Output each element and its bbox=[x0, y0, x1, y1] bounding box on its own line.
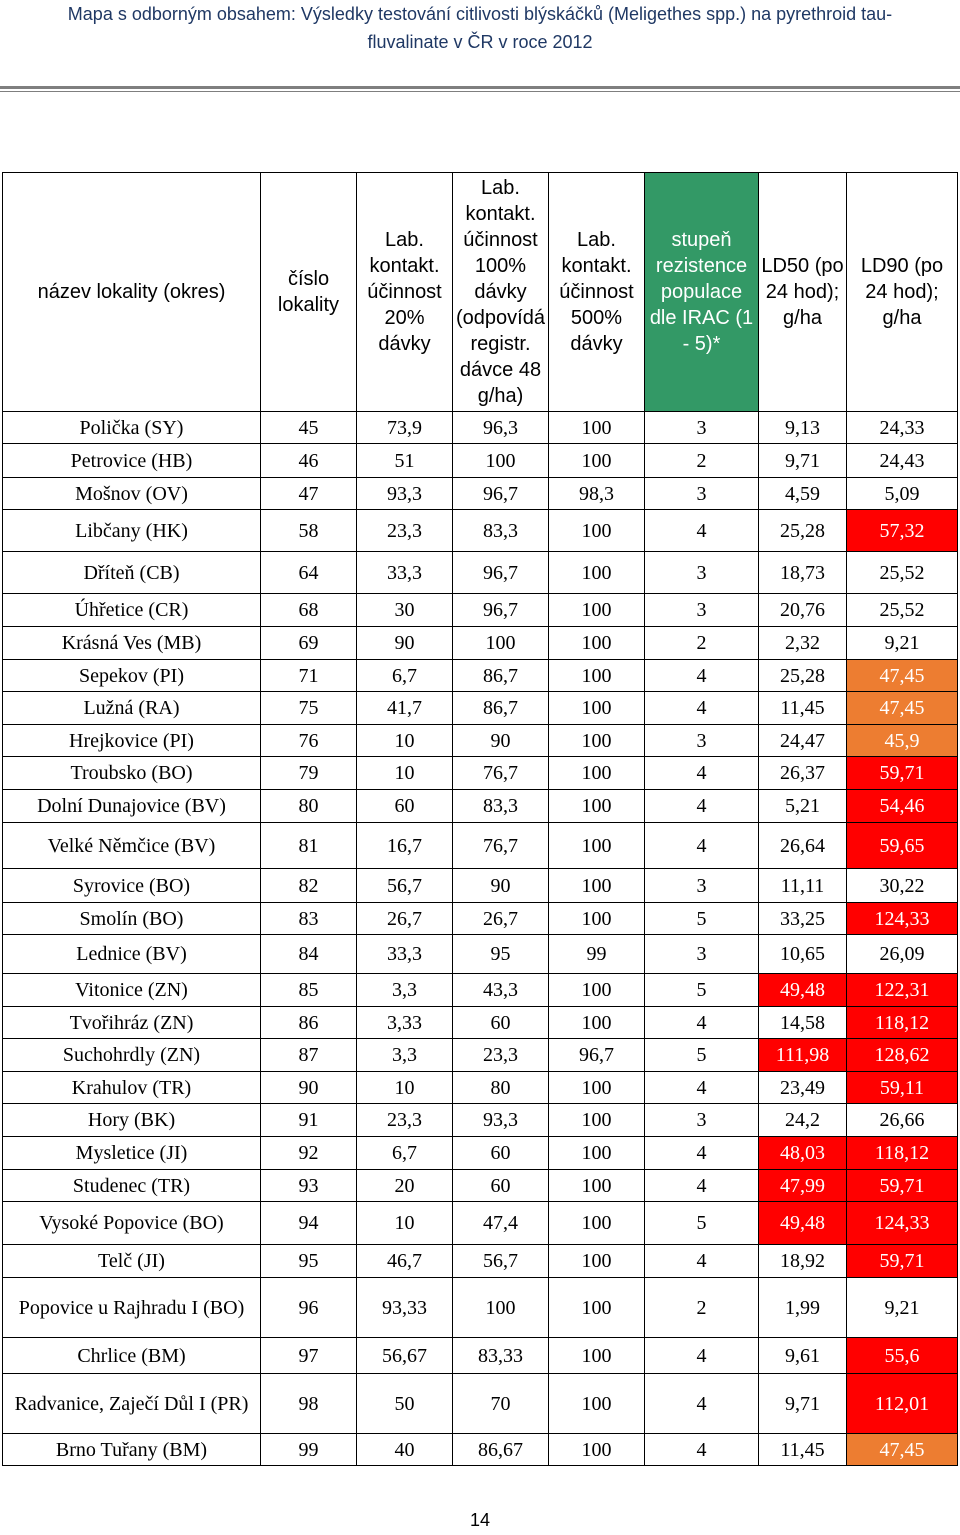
cell-name: Radvanice, Zaječí Důl I (PR) bbox=[3, 1374, 261, 1434]
cell-ld50: 48,03 bbox=[759, 1137, 847, 1170]
cell-efficacy-20: 41,7 bbox=[357, 692, 453, 725]
table-row bbox=[3, 790, 958, 823]
cell-efficacy-100: 83,3 bbox=[453, 510, 549, 552]
cell-efficacy-100: 23,3 bbox=[453, 1039, 549, 1072]
cell-number: 86 bbox=[261, 1007, 357, 1039]
cell-ld90: 118,12 bbox=[847, 1007, 958, 1039]
cell-efficacy-100: 100 bbox=[453, 627, 549, 660]
cell-irac: 4 bbox=[645, 1338, 759, 1374]
cell-number: 93 bbox=[261, 1170, 357, 1202]
cell-name: Syrovice (BO) bbox=[3, 869, 261, 903]
cell-number: 58 bbox=[261, 510, 357, 552]
cell-efficacy-500: 100 bbox=[549, 1007, 645, 1039]
cell-ld90: 26,09 bbox=[847, 935, 958, 974]
cell-irac: 3 bbox=[645, 869, 759, 903]
cell-ld90: 5,09 bbox=[847, 478, 958, 510]
cell-name: Hrejkovice (PI) bbox=[3, 725, 261, 757]
cell-name: Lužná (RA) bbox=[3, 692, 261, 725]
table-row bbox=[3, 1278, 958, 1338]
cell-ld90: 59,11 bbox=[847, 1072, 958, 1104]
page-number: 14 bbox=[469, 1510, 491, 1530]
cell-efficacy-20: 10 bbox=[357, 1072, 453, 1104]
cell-efficacy-20: 60 bbox=[357, 790, 453, 823]
cell-ld50: 11,11 bbox=[759, 869, 847, 903]
cell-number: 81 bbox=[261, 823, 357, 869]
cell-name: Petrovice (HB) bbox=[3, 444, 261, 478]
cell-efficacy-500: 100 bbox=[549, 725, 645, 757]
cell-efficacy-100: 76,7 bbox=[453, 757, 549, 790]
cell-irac: 3 bbox=[645, 412, 759, 444]
cell-number: 95 bbox=[261, 1245, 357, 1278]
cell-efficacy-20: 33,3 bbox=[357, 552, 453, 594]
cell-number: 76 bbox=[261, 725, 357, 757]
table-row bbox=[3, 444, 958, 478]
cell-name: Mošnov (OV) bbox=[3, 478, 261, 510]
cell-name: Lednice (BV) bbox=[3, 935, 261, 974]
cell-name: Tvořihráz (ZN) bbox=[3, 1007, 261, 1039]
cell-name: Krásná Ves (MB) bbox=[3, 627, 261, 660]
cell-ld90: 122,31 bbox=[847, 974, 958, 1007]
cell-irac: 4 bbox=[645, 1137, 759, 1170]
cell-ld50: 26,64 bbox=[759, 823, 847, 869]
cell-efficacy-500: 100 bbox=[549, 1245, 645, 1278]
cell-irac: 4 bbox=[645, 692, 759, 725]
table-row bbox=[3, 974, 958, 1007]
cell-ld50: 9,61 bbox=[759, 1338, 847, 1374]
cell-number: 75 bbox=[261, 692, 357, 725]
table-row bbox=[3, 1374, 958, 1434]
cell-efficacy-500: 100 bbox=[549, 627, 645, 660]
cell-efficacy-20: 20 bbox=[357, 1170, 453, 1202]
cell-efficacy-20: 6,7 bbox=[357, 660, 453, 692]
cell-efficacy-20: 93,33 bbox=[357, 1278, 453, 1338]
cell-ld90: 47,45 bbox=[847, 660, 958, 692]
cell-name: Telč (JI) bbox=[3, 1245, 261, 1278]
cell-ld50: 25,28 bbox=[759, 510, 847, 552]
table-row bbox=[3, 478, 958, 510]
cell-ld50: 20,76 bbox=[759, 594, 847, 627]
cell-ld50: 47,99 bbox=[759, 1170, 847, 1202]
cell-efficacy-500: 100 bbox=[549, 660, 645, 692]
cell-efficacy-500: 100 bbox=[549, 823, 645, 869]
cell-efficacy-500: 100 bbox=[549, 869, 645, 903]
cell-ld50: 24,2 bbox=[759, 1104, 847, 1137]
table-row bbox=[3, 660, 958, 692]
cell-efficacy-500: 100 bbox=[549, 594, 645, 627]
cell-ld90: 124,33 bbox=[847, 903, 958, 935]
col-header-ld50: LD50 (po 24 hod); g/ha bbox=[759, 173, 847, 412]
cell-number: 80 bbox=[261, 790, 357, 823]
cell-irac: 2 bbox=[645, 444, 759, 478]
cell-efficacy-500: 100 bbox=[549, 692, 645, 725]
cell-ld90: 54,46 bbox=[847, 790, 958, 823]
cell-efficacy-100: 26,7 bbox=[453, 903, 549, 935]
cell-ld90: 55,6 bbox=[847, 1338, 958, 1374]
cell-name: Vitonice (ZN) bbox=[3, 974, 261, 1007]
table-row bbox=[3, 510, 958, 552]
cell-efficacy-100: 43,3 bbox=[453, 974, 549, 1007]
cell-ld90: 26,66 bbox=[847, 1104, 958, 1137]
cell-efficacy-100: 93,3 bbox=[453, 1104, 549, 1137]
cell-efficacy-20: 3,3 bbox=[357, 974, 453, 1007]
cell-efficacy-20: 23,3 bbox=[357, 510, 453, 552]
table-body bbox=[3, 412, 958, 1466]
cell-efficacy-20: 56,7 bbox=[357, 869, 453, 903]
cell-efficacy-500: 100 bbox=[549, 1202, 645, 1245]
cell-efficacy-100: 86,67 bbox=[453, 1434, 549, 1466]
cell-ld50: 18,92 bbox=[759, 1245, 847, 1278]
page-header bbox=[0, 0, 960, 68]
cell-name: Smolín (BO) bbox=[3, 903, 261, 935]
cell-ld50: 49,48 bbox=[759, 1202, 847, 1245]
cell-name: Studenec (TR) bbox=[3, 1170, 261, 1202]
cell-ld50: 9,71 bbox=[759, 1374, 847, 1434]
col-header-ld90: LD90 (po 24 hod); g/ha bbox=[847, 173, 958, 412]
cell-efficacy-500: 100 bbox=[549, 1170, 645, 1202]
table-row bbox=[3, 1170, 958, 1202]
cell-irac: 4 bbox=[645, 1007, 759, 1039]
cell-name: Dolní Dunajovice (BV) bbox=[3, 790, 261, 823]
cell-name: Krahulov (TR) bbox=[3, 1072, 261, 1104]
cell-number: 96 bbox=[261, 1278, 357, 1338]
cell-ld90: 47,45 bbox=[847, 1434, 958, 1466]
cell-number: 99 bbox=[261, 1434, 357, 1466]
cell-irac: 4 bbox=[645, 790, 759, 823]
cell-efficacy-20: 51 bbox=[357, 444, 453, 478]
cell-irac: 5 bbox=[645, 974, 759, 1007]
cell-ld50: 23,49 bbox=[759, 1072, 847, 1104]
cell-number: 92 bbox=[261, 1137, 357, 1170]
header-line-1: Mapa s odborným obsahem: Výsledky testování citlivosti blýskáčků (Meligethes spp.) na pyrethroid tau- bbox=[67, 4, 893, 24]
cell-efficacy-20: 90 bbox=[357, 627, 453, 660]
cell-ld50: 25,28 bbox=[759, 660, 847, 692]
cell-name: Troubsko (BO) bbox=[3, 757, 261, 790]
cell-ld90: 124,33 bbox=[847, 1202, 958, 1245]
cell-efficacy-20: 46,7 bbox=[357, 1245, 453, 1278]
table-row bbox=[3, 594, 958, 627]
cell-name: Brno Tuřany (BM) bbox=[3, 1434, 261, 1466]
col-header-name: název lokality (okres) bbox=[3, 173, 261, 412]
cell-number: 82 bbox=[261, 869, 357, 903]
cell-efficacy-20: 33,3 bbox=[357, 935, 453, 974]
cell-ld50: 33,25 bbox=[759, 903, 847, 935]
cell-ld90: 24,43 bbox=[847, 444, 958, 478]
cell-number: 64 bbox=[261, 552, 357, 594]
table-row bbox=[3, 1007, 958, 1039]
cell-irac: 3 bbox=[645, 1104, 759, 1137]
cell-efficacy-500: 100 bbox=[549, 1374, 645, 1434]
cell-efficacy-20: 56,67 bbox=[357, 1338, 453, 1374]
cell-ld90: 128,62 bbox=[847, 1039, 958, 1072]
cell-ld90: 59,71 bbox=[847, 1245, 958, 1278]
cell-efficacy-100: 86,7 bbox=[453, 692, 549, 725]
cell-ld90: 118,12 bbox=[847, 1137, 958, 1170]
cell-efficacy-100: 90 bbox=[453, 725, 549, 757]
cell-number: 97 bbox=[261, 1338, 357, 1374]
cell-efficacy-500: 99 bbox=[549, 935, 645, 974]
cell-irac: 3 bbox=[645, 594, 759, 627]
col-header-100: Lab. kontakt. účinnost 100% dávky (odpovídá registr. dávce 48 g/ha) bbox=[453, 173, 549, 412]
table-row bbox=[3, 757, 958, 790]
cell-ld90: 59,71 bbox=[847, 1170, 958, 1202]
col-header-500: Lab. kontakt. účinnost 500% dávky bbox=[549, 173, 645, 412]
cell-efficacy-500: 100 bbox=[549, 412, 645, 444]
header-rule-thin bbox=[0, 91, 960, 92]
cell-efficacy-100: 76,7 bbox=[453, 823, 549, 869]
cell-ld90: 57,32 bbox=[847, 510, 958, 552]
cell-irac: 3 bbox=[645, 478, 759, 510]
cell-ld50: 18,73 bbox=[759, 552, 847, 594]
cell-ld90: 24,33 bbox=[847, 412, 958, 444]
cell-efficacy-100: 96,7 bbox=[453, 478, 549, 510]
cell-efficacy-100: 100 bbox=[453, 1278, 549, 1338]
cell-efficacy-500: 100 bbox=[549, 1104, 645, 1137]
cell-ld50: 5,21 bbox=[759, 790, 847, 823]
cell-efficacy-100: 96,3 bbox=[453, 412, 549, 444]
cell-ld50: 9,13 bbox=[759, 412, 847, 444]
cell-irac: 4 bbox=[645, 1434, 759, 1466]
cell-ld50: 49,48 bbox=[759, 974, 847, 1007]
cell-efficacy-100: 60 bbox=[453, 1170, 549, 1202]
cell-ld90: 47,45 bbox=[847, 692, 958, 725]
cell-ld50: 111,98 bbox=[759, 1039, 847, 1072]
cell-efficacy-20: 10 bbox=[357, 1202, 453, 1245]
cell-number: 71 bbox=[261, 660, 357, 692]
cell-ld50: 14,58 bbox=[759, 1007, 847, 1039]
cell-name: Úhřetice (CR) bbox=[3, 594, 261, 627]
table-row bbox=[3, 692, 958, 725]
cell-number: 83 bbox=[261, 903, 357, 935]
cell-irac: 5 bbox=[645, 1202, 759, 1245]
cell-number: 91 bbox=[261, 1104, 357, 1137]
cell-irac: 3 bbox=[645, 935, 759, 974]
cell-number: 68 bbox=[261, 594, 357, 627]
cell-name: Popovice u Rajhradu I (BO) bbox=[3, 1278, 261, 1338]
cell-efficacy-500: 100 bbox=[549, 1137, 645, 1170]
cell-efficacy-100: 47,4 bbox=[453, 1202, 549, 1245]
header-rule bbox=[0, 86, 960, 89]
cell-ld90: 59,65 bbox=[847, 823, 958, 869]
cell-ld90: 112,01 bbox=[847, 1374, 958, 1434]
cell-irac: 4 bbox=[645, 510, 759, 552]
cell-efficacy-100: 86,7 bbox=[453, 660, 549, 692]
cell-efficacy-20: 3,33 bbox=[357, 1007, 453, 1039]
cell-number: 94 bbox=[261, 1202, 357, 1245]
cell-irac: 3 bbox=[645, 552, 759, 594]
cell-efficacy-20: 23,3 bbox=[357, 1104, 453, 1137]
cell-efficacy-500: 100 bbox=[549, 1434, 645, 1466]
cell-efficacy-20: 50 bbox=[357, 1374, 453, 1434]
cell-number: 45 bbox=[261, 412, 357, 444]
cell-name: Suchohrdly (ZN) bbox=[3, 1039, 261, 1072]
cell-efficacy-20: 26,7 bbox=[357, 903, 453, 935]
table-header-row bbox=[3, 173, 958, 412]
table-row bbox=[3, 1338, 958, 1374]
cell-efficacy-100: 96,7 bbox=[453, 594, 549, 627]
cell-name: Hory (BK) bbox=[3, 1104, 261, 1137]
cell-irac: 4 bbox=[645, 1072, 759, 1104]
col-header-irac: stupeň rezistence populace dle IRAC (1 - 5)* bbox=[645, 173, 759, 412]
cell-efficacy-20: 30 bbox=[357, 594, 453, 627]
cell-efficacy-100: 100 bbox=[453, 444, 549, 478]
cell-efficacy-500: 100 bbox=[549, 974, 645, 1007]
table-row bbox=[3, 627, 958, 660]
table-row bbox=[3, 1072, 958, 1104]
cell-ld50: 2,32 bbox=[759, 627, 847, 660]
cell-ld50: 9,71 bbox=[759, 444, 847, 478]
cell-efficacy-100: 70 bbox=[453, 1374, 549, 1434]
cell-efficacy-500: 100 bbox=[549, 444, 645, 478]
cell-efficacy-20: 3,3 bbox=[357, 1039, 453, 1072]
table-row bbox=[3, 1039, 958, 1072]
cell-efficacy-100: 80 bbox=[453, 1072, 549, 1104]
table-row bbox=[3, 869, 958, 903]
cell-ld90: 30,22 bbox=[847, 869, 958, 903]
cell-irac: 4 bbox=[645, 1245, 759, 1278]
cell-irac: 5 bbox=[645, 903, 759, 935]
cell-efficacy-500: 100 bbox=[549, 552, 645, 594]
cell-name: Dříteň (CB) bbox=[3, 552, 261, 594]
cell-efficacy-20: 10 bbox=[357, 725, 453, 757]
table-row bbox=[3, 1202, 958, 1245]
cell-ld50: 24,47 bbox=[759, 725, 847, 757]
table-row bbox=[3, 412, 958, 444]
cell-efficacy-500: 98,3 bbox=[549, 478, 645, 510]
cell-name: Sepekov (PI) bbox=[3, 660, 261, 692]
col-header-number: číslo lokality bbox=[261, 173, 357, 412]
cell-efficacy-100: 60 bbox=[453, 1137, 549, 1170]
cell-number: 90 bbox=[261, 1072, 357, 1104]
table-row bbox=[3, 552, 958, 594]
cell-irac: 4 bbox=[645, 1170, 759, 1202]
cell-number: 46 bbox=[261, 444, 357, 478]
cell-ld50: 10,65 bbox=[759, 935, 847, 974]
cell-efficacy-500: 100 bbox=[549, 510, 645, 552]
cell-ld90: 9,21 bbox=[847, 627, 958, 660]
cell-efficacy-100: 83,33 bbox=[453, 1338, 549, 1374]
cell-efficacy-500: 100 bbox=[549, 1338, 645, 1374]
cell-ld50: 4,59 bbox=[759, 478, 847, 510]
cell-efficacy-500: 96,7 bbox=[549, 1039, 645, 1072]
cell-efficacy-20: 10 bbox=[357, 757, 453, 790]
cell-name: Libčany (HK) bbox=[3, 510, 261, 552]
cell-name: Velké Němčice (BV) bbox=[3, 823, 261, 869]
table-row bbox=[3, 1104, 958, 1137]
cell-irac: 3 bbox=[645, 725, 759, 757]
cell-ld50: 1,99 bbox=[759, 1278, 847, 1338]
cell-efficacy-100: 60 bbox=[453, 1007, 549, 1039]
cell-efficacy-500: 100 bbox=[549, 757, 645, 790]
cell-efficacy-20: 6,7 bbox=[357, 1137, 453, 1170]
cell-irac: 5 bbox=[645, 1039, 759, 1072]
cell-ld90: 45,9 bbox=[847, 725, 958, 757]
cell-efficacy-500: 100 bbox=[549, 1278, 645, 1338]
cell-efficacy-100: 95 bbox=[453, 935, 549, 974]
cell-efficacy-100: 56,7 bbox=[453, 1245, 549, 1278]
cell-efficacy-20: 93,3 bbox=[357, 478, 453, 510]
cell-ld50: 26,37 bbox=[759, 757, 847, 790]
cell-irac: 4 bbox=[645, 1374, 759, 1434]
cell-irac: 2 bbox=[645, 627, 759, 660]
cell-number: 47 bbox=[261, 478, 357, 510]
cell-ld90: 9,21 bbox=[847, 1278, 958, 1338]
cell-ld90: 59,71 bbox=[847, 757, 958, 790]
table-row bbox=[3, 725, 958, 757]
cell-efficacy-500: 100 bbox=[549, 790, 645, 823]
cell-efficacy-100: 96,7 bbox=[453, 552, 549, 594]
cell-efficacy-20: 40 bbox=[357, 1434, 453, 1466]
cell-number: 98 bbox=[261, 1374, 357, 1434]
cell-irac: 4 bbox=[645, 660, 759, 692]
cell-efficacy-20: 73,9 bbox=[357, 412, 453, 444]
table-row bbox=[3, 935, 958, 974]
table-row bbox=[3, 1245, 958, 1278]
cell-name: Mysletice (JI) bbox=[3, 1137, 261, 1170]
cell-number: 87 bbox=[261, 1039, 357, 1072]
cell-ld90: 25,52 bbox=[847, 594, 958, 627]
cell-name: Chrlice (BM) bbox=[3, 1338, 261, 1374]
cell-ld90: 25,52 bbox=[847, 552, 958, 594]
cell-number: 84 bbox=[261, 935, 357, 974]
cell-ld50: 11,45 bbox=[759, 692, 847, 725]
cell-efficacy-100: 83,3 bbox=[453, 790, 549, 823]
cell-efficacy-500: 100 bbox=[549, 1072, 645, 1104]
results-table bbox=[2, 172, 958, 1466]
cell-number: 79 bbox=[261, 757, 357, 790]
cell-number: 85 bbox=[261, 974, 357, 1007]
table-row bbox=[3, 1137, 958, 1170]
cell-number: 69 bbox=[261, 627, 357, 660]
table-row bbox=[3, 823, 958, 869]
cell-efficacy-20: 16,7 bbox=[357, 823, 453, 869]
cell-ld50: 11,45 bbox=[759, 1434, 847, 1466]
table-row bbox=[3, 1434, 958, 1466]
cell-efficacy-500: 100 bbox=[549, 903, 645, 935]
col-header-20: Lab. kontakt. účinnost 20% dávky bbox=[357, 173, 453, 412]
header-line-2: fluvalinate v ČR v roce 2012 bbox=[367, 32, 593, 52]
cell-name: Polička (SY) bbox=[3, 412, 261, 444]
cell-irac: 4 bbox=[645, 757, 759, 790]
cell-irac: 4 bbox=[645, 823, 759, 869]
cell-name: Vysoké Popovice (BO) bbox=[3, 1202, 261, 1245]
cell-irac: 2 bbox=[645, 1278, 759, 1338]
table-row bbox=[3, 903, 958, 935]
cell-efficacy-100: 90 bbox=[453, 869, 549, 903]
